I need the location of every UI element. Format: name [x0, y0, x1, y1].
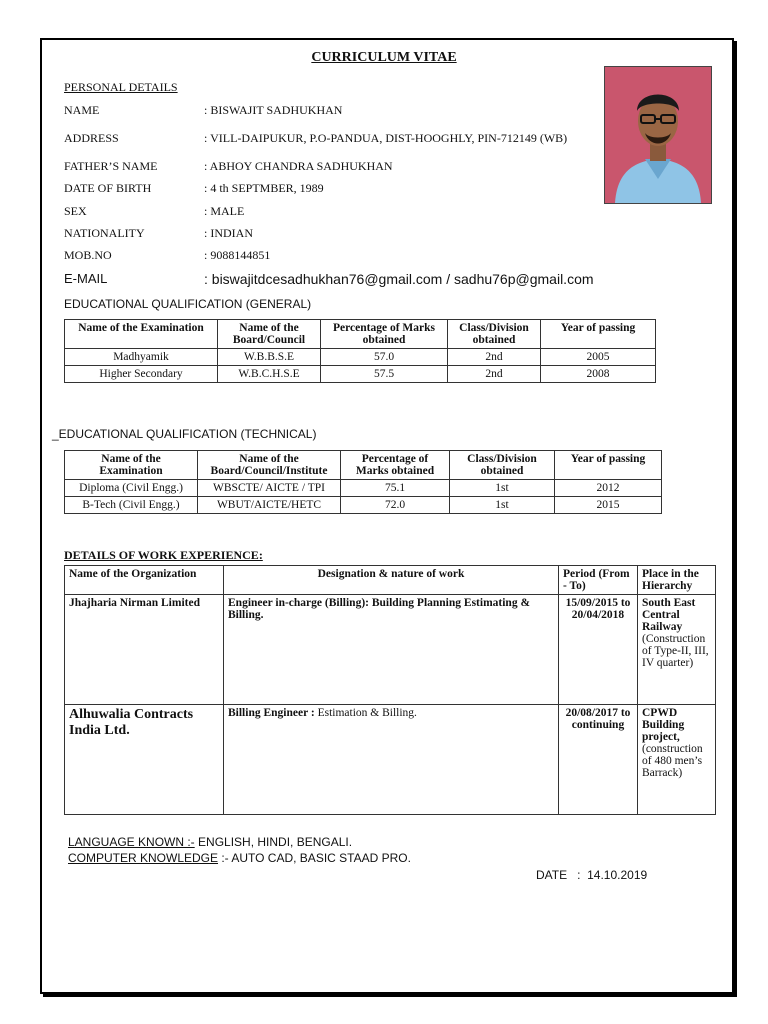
field-label: E-MAIL: [64, 271, 108, 286]
table-cell: 2008: [541, 366, 656, 383]
work-experience-heading: DETAILS OF WORK EXPERIENCE:: [64, 548, 263, 562]
column-header: Year of passing: [555, 451, 662, 480]
field-label: MOB.NO: [64, 248, 112, 262]
table-cell: Diploma (Civil Engg.): [65, 480, 198, 497]
table-cell: Madhyamik: [65, 349, 218, 366]
column-header: Name of the Examination: [65, 451, 198, 480]
column-header: Year of passing: [541, 320, 656, 349]
table-cell: 1st: [450, 480, 555, 497]
designation-detail: Estimation & Billing.: [314, 707, 417, 719]
organization-cell: Alhuwalia Contracts India Ltd.: [65, 705, 224, 815]
field-label: NATIONALITY: [64, 226, 145, 240]
person-portrait-icon: [605, 67, 711, 203]
profile-photo: [604, 66, 712, 204]
hierarchy-cell: [638, 705, 716, 815]
column-header: Name of the Organization: [65, 566, 224, 595]
table-cell: 72.0: [341, 497, 450, 514]
table-cell: 2nd: [448, 349, 541, 366]
field-label: ADDRESS: [64, 131, 119, 145]
table-cell: W.B.B.S.E: [218, 349, 321, 366]
table-cell: Higher Secondary: [65, 366, 218, 383]
hierarchy-detail: (construction of 480 men’s Barrack): [642, 743, 703, 779]
table-cell: 75.1: [341, 480, 450, 497]
table-cell: 2015: [555, 497, 662, 514]
table-header-row: [65, 451, 662, 480]
column-header: Designation & nature of work: [224, 566, 559, 595]
table-row: [65, 497, 662, 514]
edu-technical-heading: _EDUCATIONAL QUALIFICATION (TECHNICAL): [52, 427, 317, 441]
hierarchy-title: CPWD Building project,: [642, 707, 685, 743]
column-header: Percentage of Marks obtained: [321, 320, 448, 349]
work-experience-table: [64, 565, 716, 815]
column-header: Class/Division obtained: [448, 320, 541, 349]
field-value: : INDIAN: [204, 226, 253, 240]
table-cell: B-Tech (Civil Engg.): [65, 497, 198, 514]
table-cell: 2012: [555, 480, 662, 497]
field-value: : VILL-DAIPUKUR, P.O-PANDUA, DIST-HOOGHLY, PIN-712149 (WB): [204, 131, 568, 145]
organization-cell: Jhajharia Nirman Limited: [65, 595, 224, 705]
edu-general-table: [64, 319, 656, 383]
column-header: Class/Division obtained: [450, 451, 555, 480]
designation-title: Engineer in-charge (Billing): Building Planning Estimating & Billing.: [228, 597, 531, 621]
field-label: NAME: [64, 103, 100, 117]
table-cell: 2nd: [448, 366, 541, 383]
field-value: : BISWAJIT SADHUKHAN: [204, 103, 343, 117]
table-header-row: [65, 566, 716, 595]
table-cell: 2005: [541, 349, 656, 366]
column-header: Period (From - To): [559, 566, 638, 595]
designation-cell: [224, 595, 559, 705]
table-cell: 57.0: [321, 349, 448, 366]
column-header: Name of the Board/Council/Institute: [198, 451, 341, 480]
languages-value: ENGLISH, HINDI, BENGALI.: [194, 835, 353, 849]
document-title: CURRICULUM VITAE: [311, 50, 457, 65]
hierarchy-cell: [638, 595, 716, 705]
table-cell: W.B.C.H.S.E: [218, 366, 321, 383]
column-header: Percentage of Marks obtained: [341, 451, 450, 480]
designation-title: Billing Engineer :: [228, 707, 315, 719]
table-cell: 1st: [450, 497, 555, 514]
field-value: : biswajitdcesadhukhan76@gmail.com / sadhu76p@gmail.com: [204, 271, 594, 287]
table-row: [65, 366, 656, 383]
field-value: : 4 th SEPTMBER, 1989: [204, 181, 324, 195]
column-header: Name of the Examination: [65, 320, 218, 349]
table-header-row: [65, 320, 656, 349]
hierarchy-detail: (Construction of Type-II, III, IV quarter): [642, 633, 709, 669]
period-cell: 15/09/2015 to 20/04/2018: [559, 595, 638, 705]
column-header: Name of the Board/Council: [218, 320, 321, 349]
computer-knowledge-value: :- AUTO CAD, BASIC STAAD PRO.: [218, 851, 411, 865]
designation-cell: [224, 705, 559, 815]
languages-line: [68, 835, 352, 849]
computer-knowledge-label: COMPUTER KNOWLEDGE: [68, 851, 219, 865]
hierarchy-title: South East Central Railway: [642, 597, 696, 633]
field-value: : MALE: [204, 204, 245, 218]
table-cell: WBUT/AICTE/HETC: [198, 497, 341, 514]
edu-technical-table: [64, 450, 662, 514]
table-row: [65, 349, 656, 366]
table-row: [65, 480, 662, 497]
personal-details-heading: PERSONAL DETAILS: [64, 80, 178, 94]
languages-label: LANGUAGE KNOWN :-: [68, 835, 195, 849]
table-row: [65, 595, 716, 705]
field-value: : 9088144851: [204, 248, 271, 262]
computer-knowledge-line: [68, 851, 411, 865]
table-cell: WBSCTE/ AICTE / TPI: [198, 480, 341, 497]
field-value: : ABHOY CHANDRA SADHUKHAN: [204, 159, 393, 173]
edu-general-heading: EDUCATIONAL QUALIFICATION (GENERAL): [64, 297, 312, 311]
period-cell: 20/08/2017 to continuing: [559, 705, 638, 815]
column-header: Place in the Hierarchy: [638, 566, 716, 595]
field-label: DATE OF BIRTH: [64, 181, 152, 195]
table-cell: 57.5: [321, 366, 448, 383]
table-row: [65, 705, 716, 815]
document-date: DATE : 14.10.2019: [536, 868, 648, 882]
field-label: FATHER’S NAME: [64, 159, 158, 173]
field-label: SEX: [64, 204, 87, 218]
